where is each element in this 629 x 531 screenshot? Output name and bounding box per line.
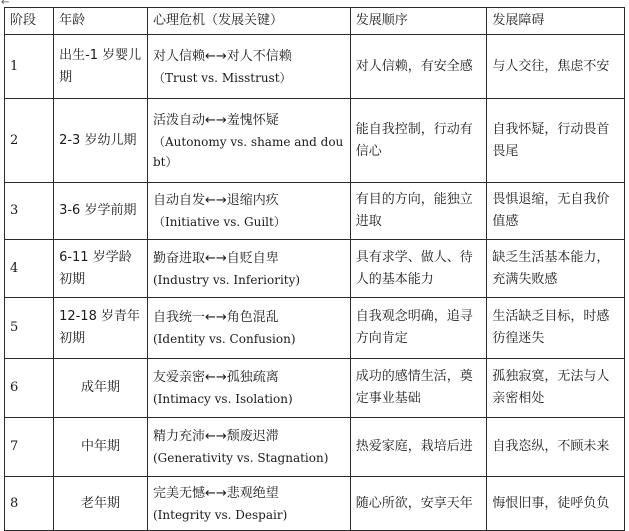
crisis-zh: 对人信赖←→对人不信赖 xyxy=(152,48,292,64)
order-cell: 热爱家庭，栽培后进 xyxy=(350,418,487,477)
table-row xyxy=(5,477,625,531)
stage-cell: 8 xyxy=(5,477,54,531)
crisis-cell xyxy=(147,298,350,359)
crisis-en: (Integrity vs. Despair) xyxy=(152,507,288,522)
crisis-cell xyxy=(147,99,350,183)
crisis-cell xyxy=(147,418,350,477)
erikson-stages-table xyxy=(4,7,625,531)
crisis-zh: 勤奋进取←→自贬自卑 xyxy=(152,250,279,266)
age-cell: 中年期 xyxy=(54,418,148,477)
crisis-cell xyxy=(147,240,350,298)
crisis-en: (Industry vs. Inferiority) xyxy=(152,272,301,287)
age-cell: 2-3 岁幼儿期 xyxy=(54,99,148,183)
age-cell: 老年期 xyxy=(54,477,148,531)
table-row xyxy=(5,99,625,183)
table-row xyxy=(5,183,625,240)
header-order: 发展顺序 xyxy=(350,8,487,35)
order-cell: 具有求学、做人、待人的基本能力 xyxy=(350,240,487,298)
table-row xyxy=(5,359,625,418)
order-cell: 自我观念明确，追寻方向肯定 xyxy=(350,298,487,359)
obstacle-cell: 悔恨旧事，徒呼负负 xyxy=(487,477,625,531)
obstacle-cell: 生活缺乏目标，时感彷徨迷失 xyxy=(487,298,625,359)
table-row xyxy=(5,298,625,359)
header-crisis: 心理危机（发展关键） xyxy=(147,8,350,35)
order-cell: 有目的方向，能独立进取 xyxy=(350,183,487,240)
obstacle-cell: 自我怀疑，行动畏首畏尾 xyxy=(487,99,625,183)
crisis-zh: 完美无憾←→悲观绝望 xyxy=(152,485,279,501)
crisis-cell xyxy=(147,477,350,531)
obstacle-cell: 孤独寂寞，无法与人亲密相处 xyxy=(487,359,625,418)
table-row xyxy=(5,240,625,298)
stage-cell: 2 xyxy=(5,99,54,183)
header-age: 年龄 xyxy=(54,8,148,35)
age-cell: 6-11 岁学龄初期 xyxy=(54,240,148,298)
age-cell: 3-6 岁学前期 xyxy=(54,183,148,240)
table-row xyxy=(5,35,625,99)
age-cell: 12-18 岁青年初期 xyxy=(54,298,148,359)
crisis-en: (Generativity vs. Stagnation) xyxy=(152,451,329,465)
order-cell: 能自我控制，行动有信心 xyxy=(350,99,487,183)
crisis-en: (Identity vs. Confusion) xyxy=(152,332,296,346)
crisis-zh: 活泼自动←→羞愧怀疑 xyxy=(152,112,279,128)
crisis-zh: 友爱亲密←→孤独疏离 xyxy=(152,370,279,385)
header-stage: 阶段 xyxy=(5,8,54,35)
obstacle-cell: 与人交往，焦虑不安 xyxy=(487,35,625,99)
crisis-en: （Autonomy vs. shame and doubt） xyxy=(152,134,344,169)
stage-cell: 5 xyxy=(5,298,54,359)
crisis-en: （Trust vs. Misstrust） xyxy=(152,70,292,85)
stage-cell: 4 xyxy=(5,240,54,298)
corner-arrow-mark: ← xyxy=(1,0,10,8)
order-cell: 对人信赖，有安全感 xyxy=(350,35,487,99)
crisis-zh: 自动自发←→退缩内疚 xyxy=(152,193,279,208)
stage-cell: 3 xyxy=(5,183,54,240)
age-cell: 成年期 xyxy=(54,359,148,418)
crisis-en: （Initiative vs. Guilt） xyxy=(152,215,286,229)
header-row xyxy=(5,8,625,35)
crisis-en: (Intimacy vs. Isolation) xyxy=(152,392,293,406)
stage-cell: 6 xyxy=(5,359,54,418)
obstacle-cell: 畏惧退缩，无自我价值感 xyxy=(487,183,625,240)
crisis-cell xyxy=(147,35,350,99)
obstacle-cell: 自我恣纵，不顾未来 xyxy=(487,418,625,477)
crisis-cell xyxy=(147,183,350,240)
crisis-cell xyxy=(147,359,350,418)
age-cell: 出生-1 岁婴儿期 xyxy=(54,35,148,99)
stage-cell: 1 xyxy=(5,35,54,99)
stage-cell: 7 xyxy=(5,418,54,477)
table-row xyxy=(5,418,625,477)
obstacle-cell: 缺乏生活基本能力，充满失败感 xyxy=(487,240,625,298)
crisis-zh: 自我统一←→角色混乱 xyxy=(152,310,279,325)
header-obstacle: 发展障碍 xyxy=(487,8,625,35)
order-cell: 成功的感情生活，奠定事业基础 xyxy=(350,359,487,418)
order-cell: 随心所欲，安享天年 xyxy=(350,477,487,531)
crisis-zh: 精力充沛←→颓废迟滞 xyxy=(152,429,279,444)
